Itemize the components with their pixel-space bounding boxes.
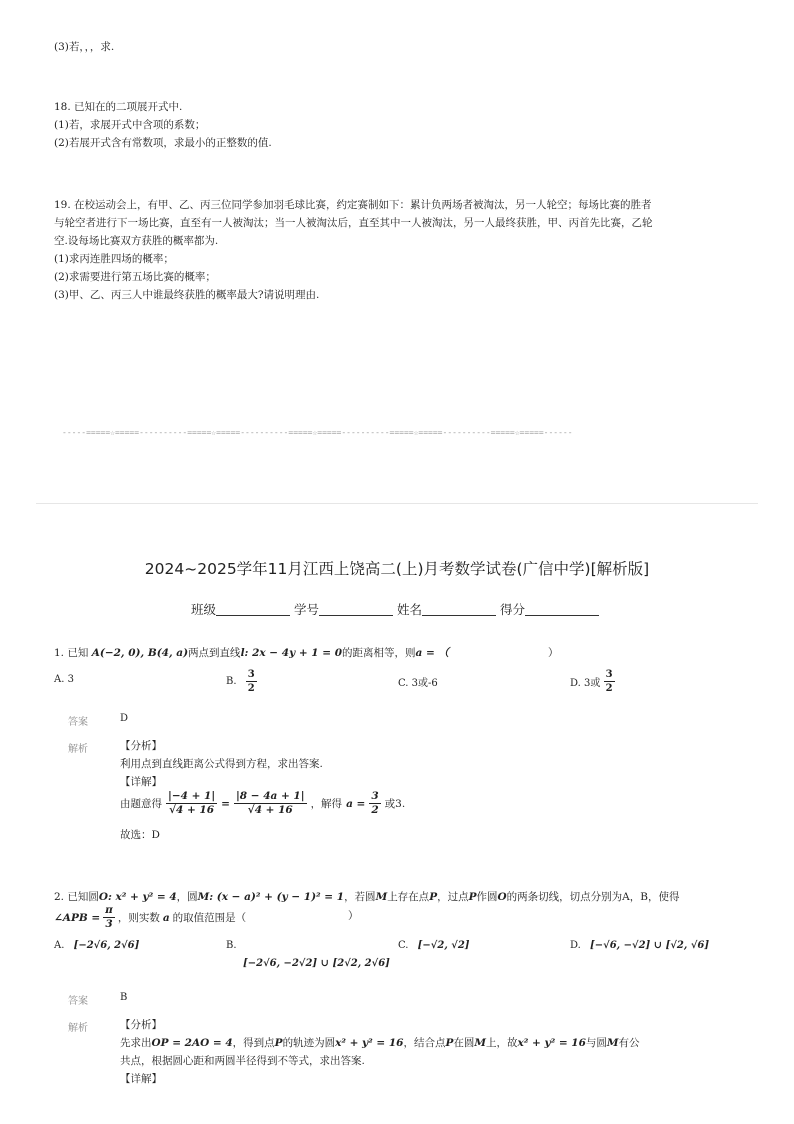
q2-text: ，结合点: [403, 1037, 446, 1049]
q19-part1: (1)求丙连胜四场的概率；: [54, 253, 174, 265]
q19-line1: 19. 在校运动会上，有甲、乙、丙三位同学参加羽毛球比赛，约定赛制如下：累计负两场者被淘汰，另一人轮空；每场比赛的胜者: [54, 199, 652, 211]
fraction-denominator: 3: [105, 918, 113, 930]
q18-part1: (1)若，求展开式中含项的系数；: [54, 119, 206, 131]
q2-text: 的轨迹为圆: [282, 1037, 336, 1049]
q1-a-equals: a =: [346, 797, 366, 810]
q2-text: 上，故: [486, 1037, 518, 1049]
q1-detail-text: 由题意得: [120, 798, 162, 810]
q1-detail-text3: 或3.: [384, 798, 406, 810]
q1-close-paren: ）: [548, 647, 559, 659]
q2-text: 的取值范围是（: [172, 912, 247, 924]
document-title: 2024~2025学年11月江西上饶高二(上)月考数学试卷(广信中学)[解析版]: [144, 560, 650, 578]
q2-analysis-label: 解析: [68, 1023, 88, 1034]
q2-option-d[interactable]: [570, 940, 709, 951]
q1-answer: D: [120, 713, 129, 724]
q2-circle-m-math: M: (x − a)² + (y − 1)² = 1: [197, 891, 345, 903]
score-blank[interactable]: [525, 603, 599, 616]
q2-text: 上存在点: [387, 891, 430, 903]
q2-fenxi-heading: 【分析】: [120, 1019, 162, 1031]
q2-xiangjie-heading: 【详解】: [120, 1073, 162, 1085]
q1-fenxi-text: 利用点到直线距离公式得到方程，求出答案.: [120, 758, 323, 770]
q2-text: 的两条切线，切点分别为A，B，使得: [506, 891, 680, 903]
q2-math: M: [606, 1037, 619, 1049]
q2-text: 与圆: [585, 1037, 607, 1049]
q2-fenxi-line2: 共点，根据圆心距和两圆半径得到不等式，求出答案.: [120, 1055, 365, 1067]
q2-option-d-math: [−√6, −√2] ∪ [√2, √6]: [590, 940, 710, 951]
q2-m-math: M: [375, 891, 388, 903]
fraction-numerator: |−4 + 1|: [168, 790, 216, 802]
q1-conclusion: 故选：D: [120, 829, 160, 841]
q1-detail-equation: [120, 790, 405, 817]
q2-text: ，过点: [437, 891, 469, 903]
q1-line-math: l: 2x − 4y + 1 = 0: [240, 647, 342, 659]
q1-stem-text2: 两点到直线: [188, 647, 241, 659]
fraction-numerator: |8 − 4a + 1|: [235, 790, 305, 802]
q2-circle-o-math: O: x² + y² = 4: [98, 891, 177, 903]
q2-stem-line2: [54, 904, 246, 931]
q1-detail-text2: ，解得: [310, 798, 343, 810]
q1-stem: [54, 644, 449, 662]
section-separator: -----=====☆=====----------=====☆=====----------=====☆=====----------=====☆=====----------=====☆=====------: [62, 428, 573, 437]
q2-text: ，得到点: [232, 1037, 275, 1049]
q2-option-c-label: C.: [398, 940, 409, 951]
q1-frac-result: [369, 790, 380, 817]
q1-frac-right: [234, 790, 307, 817]
q2-math: M: [474, 1037, 486, 1049]
q2-answer-label: 答案: [68, 996, 88, 1007]
score-label: 得分: [500, 602, 526, 617]
q19-line2: 与轮空者进行下一场比赛，直至有一人被淘汰；当一人被淘汰后，直至其中一人被淘汰，另一人最终获胜，甲、丙首先比赛，乙轮: [54, 217, 653, 229]
q1-frac-left: [166, 790, 217, 817]
fraction-denominator: 2: [371, 804, 379, 816]
id-label: 学号: [293, 602, 319, 617]
q2-math: P: [445, 1037, 454, 1049]
q1-analysis-label: 解析: [68, 744, 88, 755]
equals-sign: =: [221, 797, 230, 810]
q2-option-b-math[interactable]: [−2√6, −2√2] ∪ [2√2, 2√6]: [243, 958, 390, 969]
q1-option-d-fraction: [604, 668, 615, 695]
q2-text: ，圆: [176, 891, 198, 903]
q2-answer: B: [120, 992, 128, 1003]
q1-option-b-label: B.: [226, 676, 237, 687]
class-label: 班级: [190, 602, 216, 617]
q2-o-math: O: [497, 891, 507, 903]
q2-text: 2. 已知圆: [54, 891, 99, 903]
q19-line3: 空.设每场比赛双方获胜的概率都为.: [54, 235, 219, 247]
q2-option-a-math: [−2√6, 2√6]: [73, 940, 140, 951]
q1-option-a[interactable]: A. 3: [54, 674, 74, 685]
q2-text: 作圆: [476, 891, 498, 903]
q1-option-d[interactable]: [570, 668, 615, 695]
q1-option-b[interactable]: [226, 668, 257, 695]
fraction-numerator: 3: [247, 669, 255, 680]
class-blank[interactable]: [216, 603, 290, 616]
q1-fenxi-heading: 【分析】: [120, 740, 162, 752]
q2-p-math: P: [429, 891, 438, 903]
q1-option-c[interactable]: C. 3或-6: [398, 678, 438, 689]
q18-part2: (2)若展开式含有常数项，求最小的正整数的值.: [54, 137, 272, 149]
q2-option-c[interactable]: [398, 940, 470, 951]
q2-option-a-label: A.: [54, 940, 65, 951]
q2-math: P: [274, 1037, 283, 1049]
q19-part3: (3)甲、乙、丙三人中谁最终获胜的概率最大?请说明理由.: [54, 289, 320, 301]
q2-option-c-math: [−√2, √2]: [417, 940, 470, 951]
q1-stem-text3: 的距离相等，则: [342, 647, 416, 659]
q19-part2: (2)求需要进行第五场比赛的概率；: [54, 271, 216, 283]
q2-angle-fraction: [103, 904, 115, 931]
fraction-denominator: 2: [605, 683, 613, 694]
q2-text: 在圆: [453, 1037, 475, 1049]
fraction-numerator: π: [105, 904, 113, 916]
fraction-denominator: √4 + 16: [247, 804, 293, 816]
q2-math: x² + y² = 16: [517, 1037, 586, 1049]
q2-text: ，则实数: [117, 912, 160, 924]
q2-option-b-label[interactable]: B.: [226, 940, 237, 951]
fraction-denominator: √4 + 16: [169, 804, 215, 816]
q1-xiangjie-heading: 【详解】: [120, 776, 162, 788]
q2-text: 有公: [618, 1037, 640, 1049]
q2-text: ，若圆: [344, 891, 376, 903]
page-divider: [36, 503, 758, 504]
q1-option-b-fraction: [246, 668, 257, 695]
fraction-denominator: 2: [247, 683, 255, 694]
student-info-row: [0, 600, 794, 618]
q2-p-math: P: [468, 891, 477, 903]
q1-stem-text: 1. 已知: [54, 647, 89, 659]
q1-option-d-label: D. 3或: [570, 678, 601, 689]
name-label: 姓名: [397, 602, 423, 617]
q18-stem: 18. 已知在的二项展开式中.: [54, 101, 183, 113]
q2-math: x² + y² = 16: [335, 1037, 404, 1049]
q2-option-d-label: D.: [570, 940, 581, 951]
q2-option-a[interactable]: [54, 940, 139, 951]
q2-a-math: a: [162, 911, 170, 924]
fraction-numerator: 3: [371, 790, 379, 802]
q1-a-math: a = （: [415, 647, 449, 659]
fraction-numerator: 3: [605, 669, 613, 680]
id-blank[interactable]: [319, 603, 393, 616]
q2-math: OP = 2AO = 4: [151, 1037, 233, 1049]
q2-text: 先求出: [120, 1037, 152, 1049]
q1-points-math: A(−2, 0), B(4, a): [91, 647, 189, 659]
name-blank[interactable]: [422, 603, 496, 616]
q2-fenxi-line1: [120, 1034, 640, 1052]
q2-close-paren: ）: [348, 910, 359, 922]
q2-angle-math: ∠APB =: [54, 911, 101, 924]
q1-answer-label: 答案: [68, 717, 88, 728]
q17-part3: (3)若，，，求.: [54, 41, 115, 53]
